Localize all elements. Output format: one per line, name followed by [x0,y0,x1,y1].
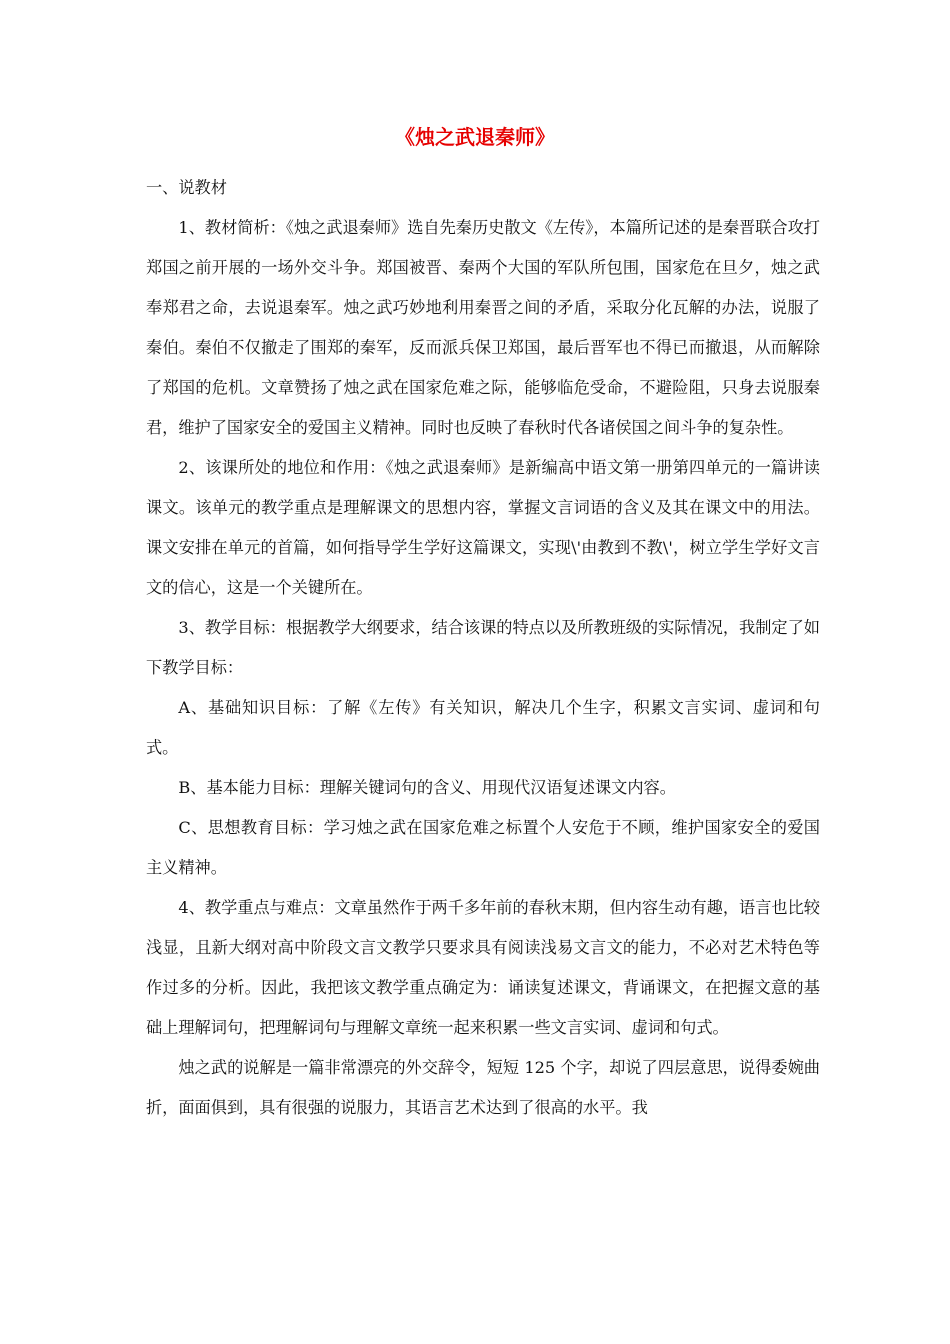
paragraph-textbook-analysis: 1、教材简析：《烛之武退秦师》选自先秦历史散文《左传》，本篇所记述的是秦晋联合攻打郑国之前开展的一场外交斗争。郑国被晋、秦两个大国的军队所包围，国家危在旦夕，烛之武奉郑君之命，去说退秦军。烛之武巧妙地利用秦晋之间的矛盾，采取分化瓦解的办法，说服了秦伯。秦伯不仅撤走了围郑的秦军，反而派兵保卫郑国，最后晋军也不得已而撤退，从而解除了郑国的危机。文章赞扬了烛之武在国家危难之际，能够临危受命，不避险阻，只身去说服秦君，维护了国家安全的爱国主义精神。同时也反映了春秋时代各诸侯国之间斗争的复杂性。 [146,218,820,437]
document-title: 《烛之武退秦师》 [395,125,555,149]
paragraph-goal-b: B、基本能力目标：理解关键词句的含义、用现代汉语复述课文内容。 [178,778,676,797]
paragraph-goal-a: A、基础知识目标：了解《左传》有关知识，解决几个生字，积累文言实词、虚词和句式。 [146,698,820,757]
paragraph-teaching-goals: 3、教学目标：根据教学大纲要求，结合该课的特点以及所教班级的实际情况，我制定了如下教学目标： [146,618,820,677]
document-body [146,168,820,1128]
paragraph-lesson-position: 2、该课所处的地位和作用：《烛之武退秦师》是新编高中语文第一册第四单元的一篇讲读课文。该单元的教学重点是理解课文的思想内容，掌握文言词语的含义及其在课文中的用法。课文安排在单元的首篇，如何指导学生学好这篇课文，实现\'由教到不教\'，树立学生学好文言文的信心，这是一个关键所在。 [146,458,820,597]
section-heading: 一、说教材 [146,178,227,197]
paragraph-key-points: 4、教学重点与难点：文章虽然作于两千多年前的春秋末期，但内容生动有趣，语言也比较浅显，且新大纲对高中阶段文言文教学只要求具有阅读浅易文言文的能力，不必对艺术特色等作过多的分析。因此，我把该文教学重点确定为：诵读复述课文，背诵课文，在把握文意的基础上理解词句，把理解词句与理解文章统一起来积累一些文言实词、虚词和句式。 [146,898,820,1037]
paragraph-goal-c: C、思想教育目标：学习烛之武在国家危难之标置个人安危于不顾，维护国家安全的爱国主义精神。 [146,818,820,877]
paragraph-speech-analysis: 烛之武的说解是一篇非常漂亮的外交辞令，短短 125 个字，却说了四层意思，说得委婉曲折，面面俱到，具有很强的说服力，其语言艺术达到了很高的水平。我 [146,1058,820,1117]
